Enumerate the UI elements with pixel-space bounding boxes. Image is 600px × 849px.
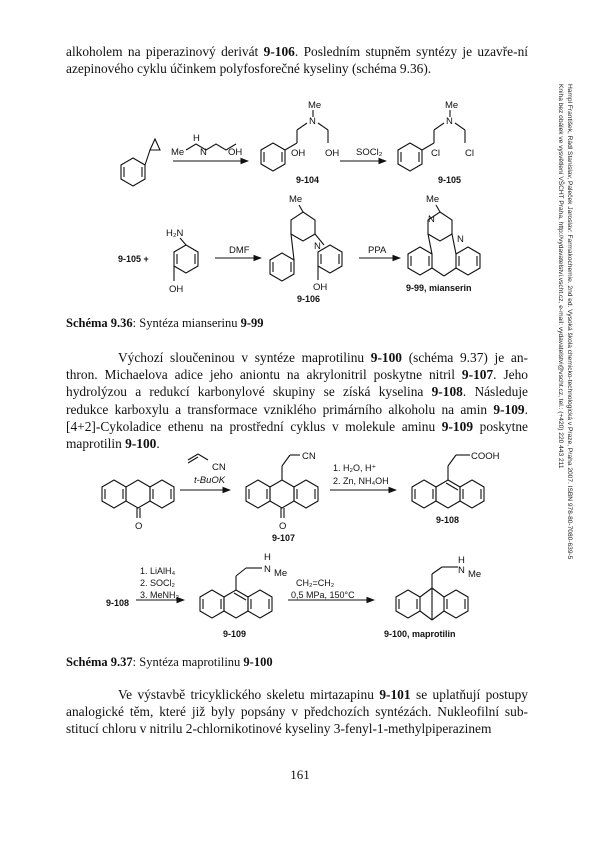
- label-9-108: 9-108: [436, 515, 460, 525]
- compound-ref: 9-109: [441, 418, 474, 434]
- label-conditions: 0,5 MPa, 150°C: [291, 590, 355, 600]
- label-n: N: [200, 147, 207, 158]
- label-9-109: 9-109: [223, 629, 247, 639]
- license-sidebar: [556, 84, 574, 644]
- compound-9-109-structure: [200, 568, 272, 618]
- label-9-104: 9-104: [296, 175, 320, 185]
- label-me-109: Me: [274, 568, 288, 579]
- label-me-105: Me: [445, 100, 459, 111]
- label-r2: 2. SOCl₂: [140, 578, 176, 588]
- label-me-104: Me: [308, 100, 322, 111]
- scheme-9-36-caption: Schéma 9.36: Syntéza mianserinu 9-99: [66, 316, 264, 330]
- label-n-104: N: [309, 116, 316, 127]
- label-cooh: COOH: [471, 451, 500, 462]
- text-run: Výchozí sloučeninou v syntéze maprotilinu: [118, 350, 371, 365]
- compound-9-106-structure: [270, 205, 342, 281]
- label-cn2: CN: [302, 451, 316, 462]
- text-run: . Jeho hydrolýzou a redukcí karbonylové skupiny se získá kyselina: [66, 367, 528, 400]
- text-run: .: [156, 436, 160, 452]
- label-tbuok: t-BuOK: [194, 475, 226, 486]
- label-oh-106: OH: [313, 282, 328, 293]
- label-oh: OH: [228, 147, 243, 158]
- label-dmf: DMF: [229, 245, 250, 256]
- label-9-100: 9-100, maprotilin: [384, 629, 456, 639]
- text-run: alkoholem na piperazinový derivát: [66, 44, 264, 59]
- text-run: Ve výstavbě tricyklického skeletu mirtazapinu: [118, 687, 380, 702]
- label-cl1: Cl: [431, 148, 440, 159]
- compound-ref: 9-101: [379, 687, 411, 702]
- label-n-109: N: [264, 564, 271, 575]
- label-h-109: H: [264, 552, 271, 563]
- label-oh2-104: OH: [325, 148, 340, 159]
- label-oh-aminobenzyl: OH: [169, 284, 184, 295]
- label-socl2: SOCl₂: [356, 147, 383, 158]
- label-ppa: PPA: [368, 245, 387, 256]
- aminobenzyl-alcohol-structure: [174, 238, 198, 281]
- compound-9-107-structure: [246, 455, 318, 518]
- label-h2n: H₂N: [166, 228, 184, 239]
- styrene-oxide-structure: [121, 139, 160, 186]
- label-h-100: H: [458, 555, 465, 566]
- label-oh1-104: OH: [291, 148, 306, 159]
- label-9-99: 9-99, mianserin: [406, 283, 472, 293]
- license-line-1: Hampl František, Rádl Stanislav, Paleček Jaroslav: Farmakochemie. 2nd ed. Vysoká škola chemicko-technologická v Praze, Praha 2007. ISBN 978-80-7080-639-5: [566, 84, 573, 560]
- label-n-100: N: [458, 565, 465, 576]
- label-o-107: O: [279, 521, 287, 532]
- label-cl2: Cl: [465, 148, 474, 159]
- label-me-amine: Me: [171, 147, 185, 158]
- label-step1: 1. H₂O, H⁺: [333, 463, 377, 473]
- label-cn1: CN: [212, 462, 226, 473]
- label-start-9-108: 9-108: [106, 598, 130, 608]
- text-run: se uplatňují postupy analogické těm, které již byly popsány v předchozích syntézách. Nukleofilní sub-stitucí chloru v nitrilu 2-chlornikotinové kyseliny 3-fenyl-1-methylpiperazinem: [66, 687, 528, 737]
- label-start-9-105: 9-105 +: [118, 254, 149, 264]
- chem-labels: [106, 100, 500, 639]
- text-run: . [4+2]-Cykoladice ethenu na prostřední cyklus v molekule aminu: [66, 401, 528, 434]
- label-9-107: 9-107: [272, 533, 296, 543]
- page-number: 161: [290, 767, 310, 782]
- text-run: . Posledním stupněm syntézy je uzavře-ní azepinového cyklu účinkem polyfosforečné kyseliny (schéma 9.36).: [66, 44, 528, 77]
- label-n-99a: N: [428, 214, 435, 225]
- text-run: poskytne maprotilin: [66, 418, 528, 452]
- mianserin-structure: [408, 205, 480, 276]
- license-line-2: Kniha bez obálek ve vysvětlení VŠCHT Praha, http://vydavatelstvi.vscht.cz, e-mail: vydavatelstvi@vscht.cz, tel.: (+420) 220 443 211: [557, 84, 564, 469]
- compound-ref: 9-100: [370, 350, 403, 365]
- compound-9-104-structure: [261, 110, 328, 171]
- label-me-99: Me: [426, 194, 440, 205]
- anthrone-structure: [102, 480, 174, 518]
- label-me-106: Me: [289, 194, 303, 205]
- compound-ref: 9-108: [431, 384, 463, 400]
- label-r3: 3. MeNH₂: [140, 590, 180, 600]
- text-run: . Následuje redukce karboxylu a transformace vzniklého primárního alkoholu na amin: [66, 384, 528, 417]
- label-step2: 2. Zn, NH₄OH: [333, 476, 389, 486]
- label-o-anthrone: O: [135, 521, 143, 532]
- scheme-9-37-caption: Schéma 9.37: Syntéza maprotilinu 9-100: [66, 655, 273, 669]
- label-ethene: CH₂=CH₂: [296, 578, 335, 588]
- text-run: (schéma 9.37) je an-thron. Michaelova adice jeho aniontu na akrylonitril poskytne nitril: [66, 350, 528, 383]
- label-9-106: 9-106: [297, 294, 321, 304]
- compound-ref: 9-107: [461, 367, 494, 383]
- compound-ref: 9-106: [263, 44, 295, 59]
- compound-9-108-structure: [412, 455, 484, 508]
- label-h: H: [193, 133, 200, 144]
- compound-ref: 9-109: [493, 401, 525, 417]
- label-n-106: N: [314, 241, 321, 252]
- label-9-105: 9-105: [438, 175, 462, 185]
- compound-ref: 9-100: [125, 436, 157, 452]
- compound-9-105-structure: [398, 110, 465, 171]
- label-n-99b: N: [457, 234, 464, 245]
- label-me-100: Me: [468, 569, 482, 580]
- label-n-105: N: [446, 116, 453, 127]
- label-r1: 1. LiAlH₄: [140, 566, 176, 576]
